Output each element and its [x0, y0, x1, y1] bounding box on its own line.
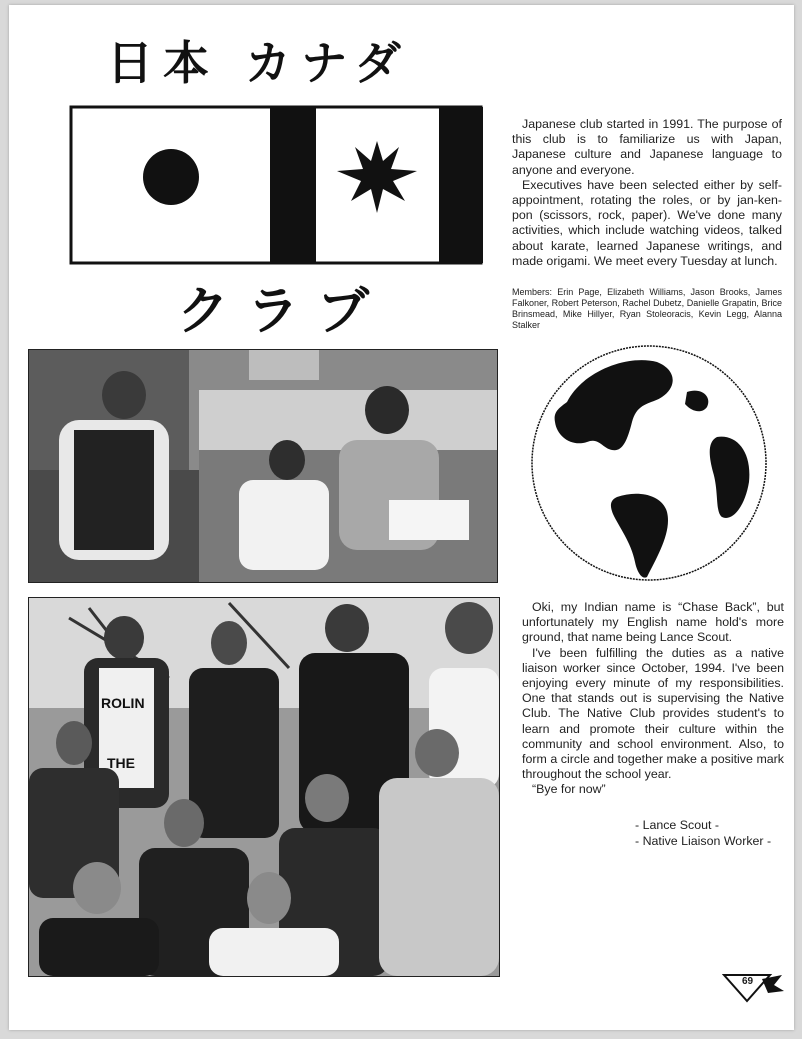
- native-club-group-photo: [28, 597, 500, 977]
- triangle-logo-icon: [722, 971, 786, 1003]
- globe-drawing: [527, 342, 772, 584]
- page-number: 69: [742, 976, 754, 987]
- shirt-text-2: THE: [107, 755, 135, 771]
- kanji-title: 日本 カナダ: [107, 36, 411, 90]
- native-club-paragraph: Oki, my Indian name is “Chase Back”, but unfortunately my English name hold's more ground, that name being Lance Scout.: [522, 600, 784, 645]
- native-club-paragraph: “Bye for now”: [532, 782, 606, 797]
- members-list: Members: Erin Page, Elizabeth Williams, Jason Brooks, James Falkoner, Robert Peterson, Rachel Dubetz, Danielle Grapatin, Brice Brinsmead, Mike Hillyer, Ryan Stoleoracis, Kevin Legg, Alanna Stalker: [512, 287, 782, 330]
- shirt-text-1: ROLIN: [101, 695, 145, 711]
- native-club-paragraph: I've been fulfilling the duties as a native liaison worker since October, 1994. I've been enjoying every minute of my responsibilities. One that stands out is supervising the Native Club. The Native Club provides student's to learn and promote their culture within the community and school environment. Also, to form a circle and together make a positive mark throughout the school year.: [522, 645, 784, 782]
- katakana-club-title: クラブ: [177, 282, 388, 342]
- yearbook-page: [9, 5, 794, 1030]
- classroom-photo: [28, 349, 498, 583]
- japan-canada-flags-drawing: [67, 101, 487, 271]
- japanese-club-paragraph: Japanese club started in 1991. The purpose of this club is to familiarize us with Japan, Japanese culture and Japanese language to anyone and everyone.: [512, 117, 782, 177]
- page-number-badge: [722, 971, 786, 1003]
- signature-name: - Lance Scout -: [635, 818, 720, 832]
- signature-title: - Native Liaison Worker -: [635, 834, 772, 848]
- japanese-club-paragraph: Executives have been selected either by self-appointment, rotating the roles, or by jan-ken-pon (scissors, rock, paper). We've done many activities, which include watching videos, talked about karate, learned Japanese writings, and made origami. We meet every Tuesday at lunch.: [512, 177, 782, 268]
- japanese-club-article: [512, 117, 782, 269]
- native-club-article: [522, 600, 784, 798]
